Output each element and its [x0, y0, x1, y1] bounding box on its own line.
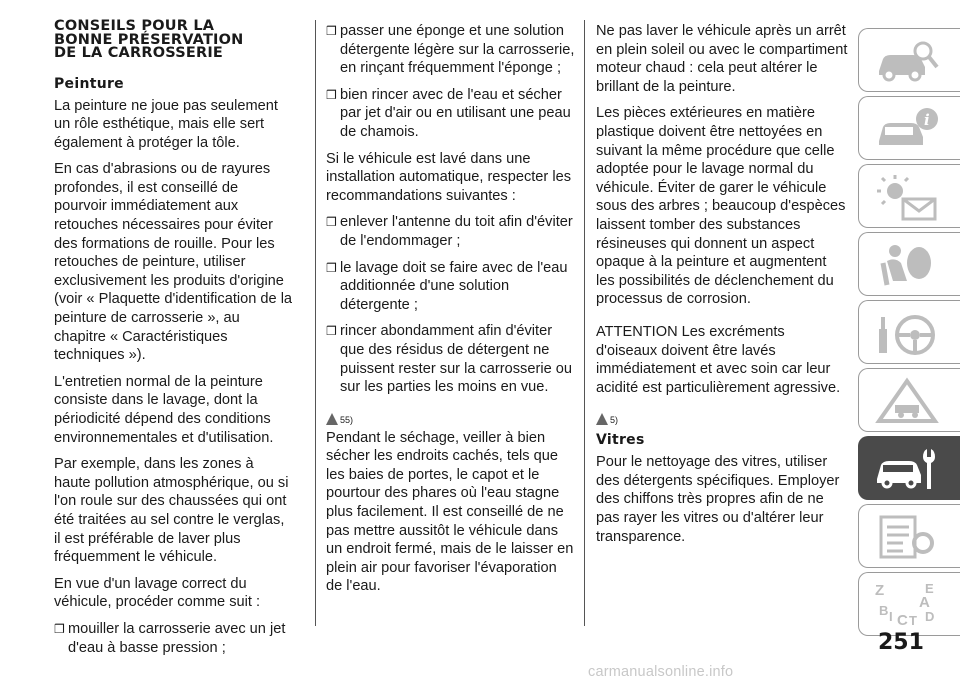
svg-text:E: E [925, 581, 934, 596]
road-warning-icon [873, 377, 943, 425]
warning-reference-link[interactable]: 55) [326, 405, 576, 425]
column-1 [54, 18, 294, 665]
tab-specifications[interactable] [858, 504, 960, 568]
paragraph: L'entretien normal de la peinture consiste dans le lavage, dont la périodicité dépend des conditions environnementales et d'utilisation. [54, 373, 274, 446]
list-item: ❒ enlever l'antenne du toit afin d'éviter de l'endommager ; [326, 214, 573, 249]
subtitle-peinture: Peinture [54, 75, 124, 92]
title-line-2: BONNE PRÉSERVATION [54, 31, 244, 48]
caution-triangle-icon [596, 413, 608, 425]
caution-reference-link[interactable]: 5) [596, 405, 848, 425]
paragraph: Par exemple, dans les zones à haute pollution atmosphérique, ou si l'on roule sur des chaussées qui ont été traitées au sel contre le verglas, il est préférable de laver plus fréquemment le véhicule. [54, 456, 289, 566]
svg-text:B: B [879, 603, 889, 618]
column-2 [326, 22, 576, 604]
svg-text:C: C [897, 612, 908, 629]
paragraph: ATTENTION Les excréments d'oiseaux doivent être lavés immédiatement et avec soin car leur acidité est particulièrement agressive. [596, 323, 841, 396]
tab-car-search[interactable] [858, 28, 960, 92]
title-line-3: DE LA CARROSSERIE [54, 45, 224, 61]
car-info-icon [873, 105, 943, 153]
tab-car-maintenance[interactable] [858, 436, 960, 500]
paragraph: Si le véhicule est lavé dans une installation automatique, respecter les recommandations suivantes : [326, 150, 571, 204]
subtitle-vitres: Vitres [596, 432, 645, 449]
svg-text:i: i [924, 111, 930, 129]
paragraph: Pendant le séchage, veiller à bien sécher les endroits cachés, tels que les baies de portes, le capot et le pourtour des phares où l'eau stagne plus facilement. Il est conseillé de ne pas mettre aussitôt le véhicule dans un endroit fermé, mais de le laisser en plein air pour favoriser l'évaporation de l'eau. [326, 429, 574, 595]
paragraph: Les pièces extérieures en matière plastique doivent être nettoyées en suivant la même procédure que celle adoptée pour le lavage normal du véhicule. Éviter de garer le véhicule sous des arbres ; beaucoup d'espèces laissent tomber des substances résineuses qui donnent un aspect opaque à la peinture et augmentent les possibilités de déclenchement du processus de corrosion. [596, 105, 846, 308]
tab-car-info[interactable] [858, 96, 960, 160]
checkbox-bullet-icon: ❒ [326, 260, 337, 275]
list-item: ❒ rincer abondamment afin d'éviter que des résidus de détergent ne puissent rester sur la carrosserie ou sur les parties les moins en vue. [326, 323, 572, 396]
warning-lights-icon [873, 173, 943, 221]
paragraph: Pour le nettoyage des vitres, utiliser des détergents spécifiques. Employer des chiffons très propres afin de ne pas rayer les vitres ou d'altérer leur transparence. [596, 454, 840, 545]
checkbox-bullet-icon: ❒ [326, 87, 337, 102]
checkbox-bullet-icon: ❒ [326, 215, 337, 230]
svg-text:Z: Z [875, 582, 885, 599]
title-line-1: CONSEILS POUR LA [54, 18, 215, 34]
checkbox-bullet-icon: ❒ [326, 24, 337, 38]
tab-steering-wheel[interactable] [858, 300, 960, 364]
tab-road-warning[interactable] [858, 368, 960, 432]
tab-alphabetical-index[interactable] [858, 572, 960, 636]
svg-text:A: A [919, 594, 930, 611]
list-item: ❒ mouiller la carrosserie avec un jet d'eau à basse pression ; [54, 620, 286, 656]
alphabetical-index-icon [873, 581, 943, 629]
tab-airbag-seat[interactable] [858, 232, 960, 296]
column-divider [584, 20, 585, 626]
page-number: 251 [878, 630, 924, 655]
section-title [54, 20, 294, 61]
paragraph: En vue d'un lavage correct du véhicule, procéder comme suit : [54, 575, 261, 611]
steering-wheel-icon [873, 309, 943, 357]
specifications-list-icon [873, 513, 943, 561]
column-3 [596, 22, 848, 554]
car-search-icon [873, 37, 943, 85]
list-item: ❒ passer une éponge et une solution détergente légère sur la carrosserie, en rinçant fréquemment l'éponge ; [326, 23, 575, 77]
svg-text:D: D [925, 609, 935, 624]
airbag-seat-icon [873, 241, 943, 289]
list-item: ❒ le lavage doit se faire avec de l'eau additionnée d'une solution détergente ; [326, 259, 568, 313]
list-item: ❒ bien rincer avec de l'eau et sécher par jet d'air ou en utilisant une peau de chamois. [326, 86, 571, 140]
svg-text:I: I [889, 609, 893, 624]
checkbox-bullet-icon: ❒ [326, 324, 337, 339]
warning-triangle-icon [326, 413, 338, 425]
paragraph: La peinture ne joue pas seulement un rôle esthétique, mais elle sert également à protéger la tôle. [54, 97, 278, 151]
checkbox-bullet-icon: ❒ [54, 621, 65, 636]
tab-warning-lights[interactable] [858, 164, 960, 228]
paragraph: En cas d'abrasions ou de rayures profondes, il est conseillé de pourvoir immédiatement aux retouches nécessaires pour éviter des formations de rouille. Pour les retouches de peinture, utiliser exclusivement les produits d'origine (voir « Plaquette d'identification de la peinture de carrosserie », au chapitre « Caractéristiques techniques »). [54, 161, 293, 364]
column-divider [315, 20, 316, 626]
svg-text:T: T [909, 613, 917, 628]
watermark: carmanualsonline.info [588, 664, 734, 680]
car-maintenance-icon [873, 445, 943, 493]
paragraph: Ne pas laver le véhicule après un arrêt en plein soleil ou avec le compartiment moteur chaud : cela peut altérer le brillant de la peinture. [596, 23, 848, 95]
